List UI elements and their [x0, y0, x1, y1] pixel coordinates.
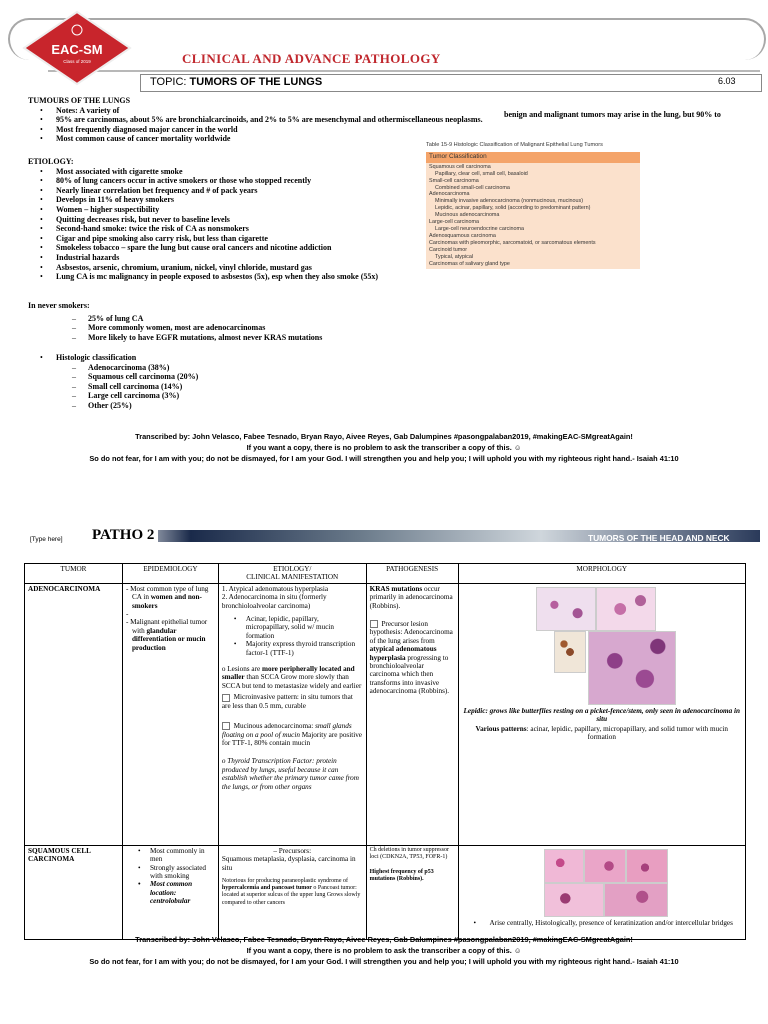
table-caption: Table 15-9 Histologic Classification of Malignant Epithelial Lung Tumors — [426, 142, 603, 148]
histologic-block — [28, 353, 428, 411]
list-item: • Smokeless tobacco – spare the lung but cause oral cancers and nicotine addiction — [28, 243, 428, 253]
table-row: Adenosquamous carcinoma — [429, 232, 496, 239]
topic-line — [150, 76, 322, 88]
list-item: • Most associated with cigarette smoke — [28, 167, 428, 177]
verse-line-p2: So do not fear, for I am with you; do not be dismayed, for I am your God. I will strengthen you and help you; I will uphold you with my righteous right hand.- Isaiah 41:10 — [89, 957, 679, 966]
page-code: 6.03 — [718, 76, 736, 86]
histology-image — [554, 631, 586, 673]
list-item: • Acinar, lepidic, papillary, micropapillary, solid w/ mucin formation — [222, 615, 363, 640]
list-item: • Most frequently diagnosed major cancer in the world — [28, 125, 428, 135]
sqcc-histology-images — [462, 847, 742, 917]
never-smokers-block — [28, 301, 428, 342]
table-row: Adenocarcinoma — [429, 191, 470, 198]
list-item: – Squamous cell carcinoma (20%) — [60, 372, 428, 382]
topic-title: TUMORS OF THE LUNGS — [189, 76, 323, 88]
classification-table — [426, 142, 640, 290]
table-row: Minimally invasive adenocarcinoma (nonmucinous, mucinous) — [435, 198, 584, 205]
histo-heading-list — [28, 353, 428, 363]
histology-image — [604, 883, 668, 917]
list-item: – Other (25%) — [60, 401, 428, 411]
main-text-block — [28, 96, 483, 144]
lepidic-caption: Lepidic: grows like butterflies resting on a picket-fence/stem, only seen in adenocarcinoma in situ — [463, 706, 741, 724]
col-pathogenesis: PATHOGENESIS — [366, 564, 458, 584]
list-item: – Small cell carcinoma (14%) — [60, 382, 428, 392]
histology-image — [626, 849, 668, 883]
tumor-table — [24, 563, 746, 940]
copy-note-p2: If you want a copy, there is no problem to ask the transcriber a copy of this. ☺ — [246, 946, 522, 955]
list-item: • Histologic classification — [28, 353, 428, 363]
pathogenesis-cell: KRAS mutations occur primarily in adenocarcinoma (Robbins). Precursor lesion hypothesis: Adenocarcinoma of the lung arises from atypical adenomatous hyperplasia progressing to bronchioloalveolar carcinoma which then transforms into invasive adenocarcinoma (Robbins). — [366, 583, 458, 845]
placeholder-icon — [370, 620, 378, 628]
table-row: Carcinomas with pleomorphic, sarcomatoid, or sarcomatous elements — [429, 239, 596, 246]
list-item: • Develops in 11% of heavy smokers — [28, 195, 428, 205]
list-item: • 95% are carcinomas, about 5% are bronchialcarcinoids, and 2% to 5% are mesenchymal and othermiscellaneous neoplasms. — [28, 115, 536, 125]
list-item: • Most common cause of cancer mortality worldwide — [28, 134, 428, 144]
logo-sub: Class of 2019 — [63, 59, 91, 64]
list-item: • Most common location: centrolobular — [126, 880, 215, 905]
adeno-histology-images — [462, 585, 742, 703]
table-row: Large-cell carcinoma — [429, 219, 480, 226]
histology-image — [536, 587, 596, 631]
etiology-cell: – Precursors: Squamous metaplasia, dysplasia, carcinoma in situ Notorious for producing paraneoplastic syndrome of hypercalcemia and pancoast tumor o Pancoast tumor: located at superior sulcus of the upper lung Grows slowly compared to other cancers — [218, 845, 366, 939]
list-item: • 80% of lung cancers occur in active smokers or those who stopped recently — [28, 176, 428, 186]
list-item: – Adenocarcinoma (38%) — [60, 363, 428, 373]
table-row: Typical, atypical — [435, 253, 474, 260]
copy-note: If you want a copy, there is no problem to ask the transcriber a copy of this. ☺ — [246, 443, 522, 452]
list-item: – 25% of lung CA — [60, 314, 428, 324]
page2-title: PATHO 2 — [88, 527, 158, 544]
etiology-heading: ETIOLOGY: — [28, 157, 74, 166]
list-item: • Strongly associated with smoking — [126, 864, 215, 881]
placeholder-icon — [222, 722, 230, 730]
histology-image — [596, 587, 656, 631]
etiology-block — [28, 157, 428, 282]
list-item: • Quitting decreases risk, but never to baseline levels — [28, 215, 428, 225]
list-item: – More likely to have EGFR mutations, almost never KRAS mutations — [60, 333, 428, 343]
list-item: • Most commonly in men — [126, 847, 215, 864]
histo-list — [28, 363, 428, 411]
col-morphology: MORPHOLOGY — [458, 564, 745, 584]
list-item: • Cigar and pipe smoking also carry risk, but less than cigarette — [28, 234, 428, 244]
table-row: Mucinous adenocarcinoma — [435, 212, 500, 219]
histology-image — [584, 849, 626, 883]
etiology-cell: 1. Atypical adenomatous hyperplasia 2. Adenocarcinoma in situ (formerly bronchioloalveolar carcinoma) • Acinar, lepidic, papillary, micropapillary, solid w/ mucin formation • Majority express thyroid transcription factor-1 (TTF-1) o Lesions are more peripherally located and smaller than SCCA Grow more slowly than SCCA but tend to metastasize widely and earlier Microinvasive pattern: in situ tumors that are less than 0.5 mm, curable Mucinous adenocarcinoma: small glands floating on a pool of mucin Majority are positive for TTF-1, 80% contain mucin o Thyroid Transcription Factor: protein produced by lungs, useful because it can establish whether the primary tumor came from the lungs, or from other organs — [218, 583, 366, 845]
transcriber-line: Transcribed by: John Velasco, Fabee Tesnado, Bryan Rayo, Aivee Reyes, Gab Dalumpines #pasongpalaban2019, #makingEAC-SMgreatAgain! — [135, 432, 633, 441]
table-header: Tumor Classification — [426, 152, 640, 163]
pathogenesis-cell: Ch deletions in tumor suppressor loci (CDKN2A, TP53, FOFR-1) Highest frequency of p53 mutations (Robbins). — [366, 845, 458, 939]
col-tumor: TUMOR — [25, 564, 123, 584]
placeholder-icon — [222, 694, 230, 702]
table-row: Small-cell carcinoma — [429, 177, 479, 184]
morphology-cell — [458, 845, 745, 939]
col-epidemiology: EPIDEMIOLOGY — [122, 564, 218, 584]
morphology-cell — [458, 583, 745, 845]
notes-list — [28, 105, 483, 144]
list-item: – Large cell carcinoma (3%) — [60, 391, 428, 401]
table-row — [25, 845, 746, 939]
verse-line: So do not fear, for I am with you; do not be dismayed, for I am your God. I will strengthen you and help you; I will uphold you with my righteous right hand.- Isaiah 41:10 — [89, 454, 679, 463]
table-row: Carcinomas of salivary gland type — [429, 260, 510, 267]
histology-image — [588, 631, 676, 705]
col-etiology: ETIOLOGY/ CLINICAL MANIFESTATION — [218, 564, 366, 584]
patterns-caption: Various patterns: acinar, lepidic, papillary, micropapillary, and solid tumor with mucin formation — [475, 724, 728, 742]
table-row: Lepidic, acinar, papillary, solid (according to predominant pattern) — [435, 205, 591, 212]
table-row: Combined small-cell carcinoma — [435, 184, 510, 191]
epidemiology-cell — [122, 845, 218, 939]
list-item: • Notes: A variety of — [28, 106, 428, 116]
type-here-placeholder: [Type here] — [30, 536, 63, 543]
course-title: CLINICAL AND ADVANCE PATHOLOGY — [182, 51, 441, 66]
etiology-list — [28, 167, 428, 282]
header-rule — [48, 70, 760, 72]
tumor-name: ADENOCARCINOMA — [25, 583, 123, 845]
table-row: Large-cell neuroendocrine carcinoma — [435, 225, 524, 232]
table-row: Squamous cell carcinoma — [429, 163, 491, 170]
notes-continuation: benign and malignant tumors may arise in the lung, but 90% to — [504, 110, 721, 119]
list-item: • Majority express thyroid transcription factor-1 (TTF-1) — [222, 640, 363, 657]
table-header-row — [25, 564, 746, 584]
section-heading: TUMOURS OF THE LUNGS — [28, 96, 131, 105]
list-item: • Asbsestos, arsenic, chromium, uranium, nickel, vinyl chloride, mustard gas — [28, 263, 428, 273]
table-row — [25, 583, 746, 845]
list-item: • Industrial hazards — [28, 253, 428, 263]
table-row: Papillary, clear cell, small cell, basaloid — [435, 170, 528, 177]
school-logo — [22, 10, 132, 86]
histology-image — [544, 849, 584, 883]
transcriber-line-p2: Transcribed by: John Velasco, Fabee Tesnado, Bryan Rayo, Aivee Reyes, Gab Dalumpines #pasongpalaban2019, #makingEAC-SMgreatAgain! — [135, 935, 633, 944]
never-list — [28, 314, 428, 343]
topic-prefix: TOPIC: — [150, 76, 187, 88]
list-item: • Second-hand smoke: twice the risk of CA as nonsmokers — [28, 224, 428, 234]
histology-image — [544, 883, 604, 917]
epidemiology-cell: - Most common type of lung CA in women and non-smokers - - Malignant epithelial tumor with glandular differentiation or mucin production — [122, 583, 218, 845]
table-row: Carcinoid tumor — [429, 246, 468, 253]
tumor-name: SQUAMOUS CELL CARCINOMA — [25, 845, 123, 939]
list-item: • Nearly linear correlation bet frequency and # of pack years — [28, 186, 428, 196]
table-body — [426, 163, 640, 270]
list-item: • Arise centrally, Histologically, presence of keratinization and/or intercellular bridges — [462, 919, 742, 927]
list-item: • Women – higher suspectibility — [28, 205, 428, 215]
list-item: • Lung CA is mc malignancy in people exposed to asbsestos (5x), esp when they also smoke (55x) — [28, 272, 428, 282]
never-heading: In never smokers: — [28, 301, 90, 310]
logo-text: EAC-SM — [51, 42, 103, 57]
list-item: – More commonly women, most are adenocarcinomas — [60, 323, 428, 333]
page2-right-title: TUMORS OF THE HEAD AND NECK — [588, 533, 730, 543]
